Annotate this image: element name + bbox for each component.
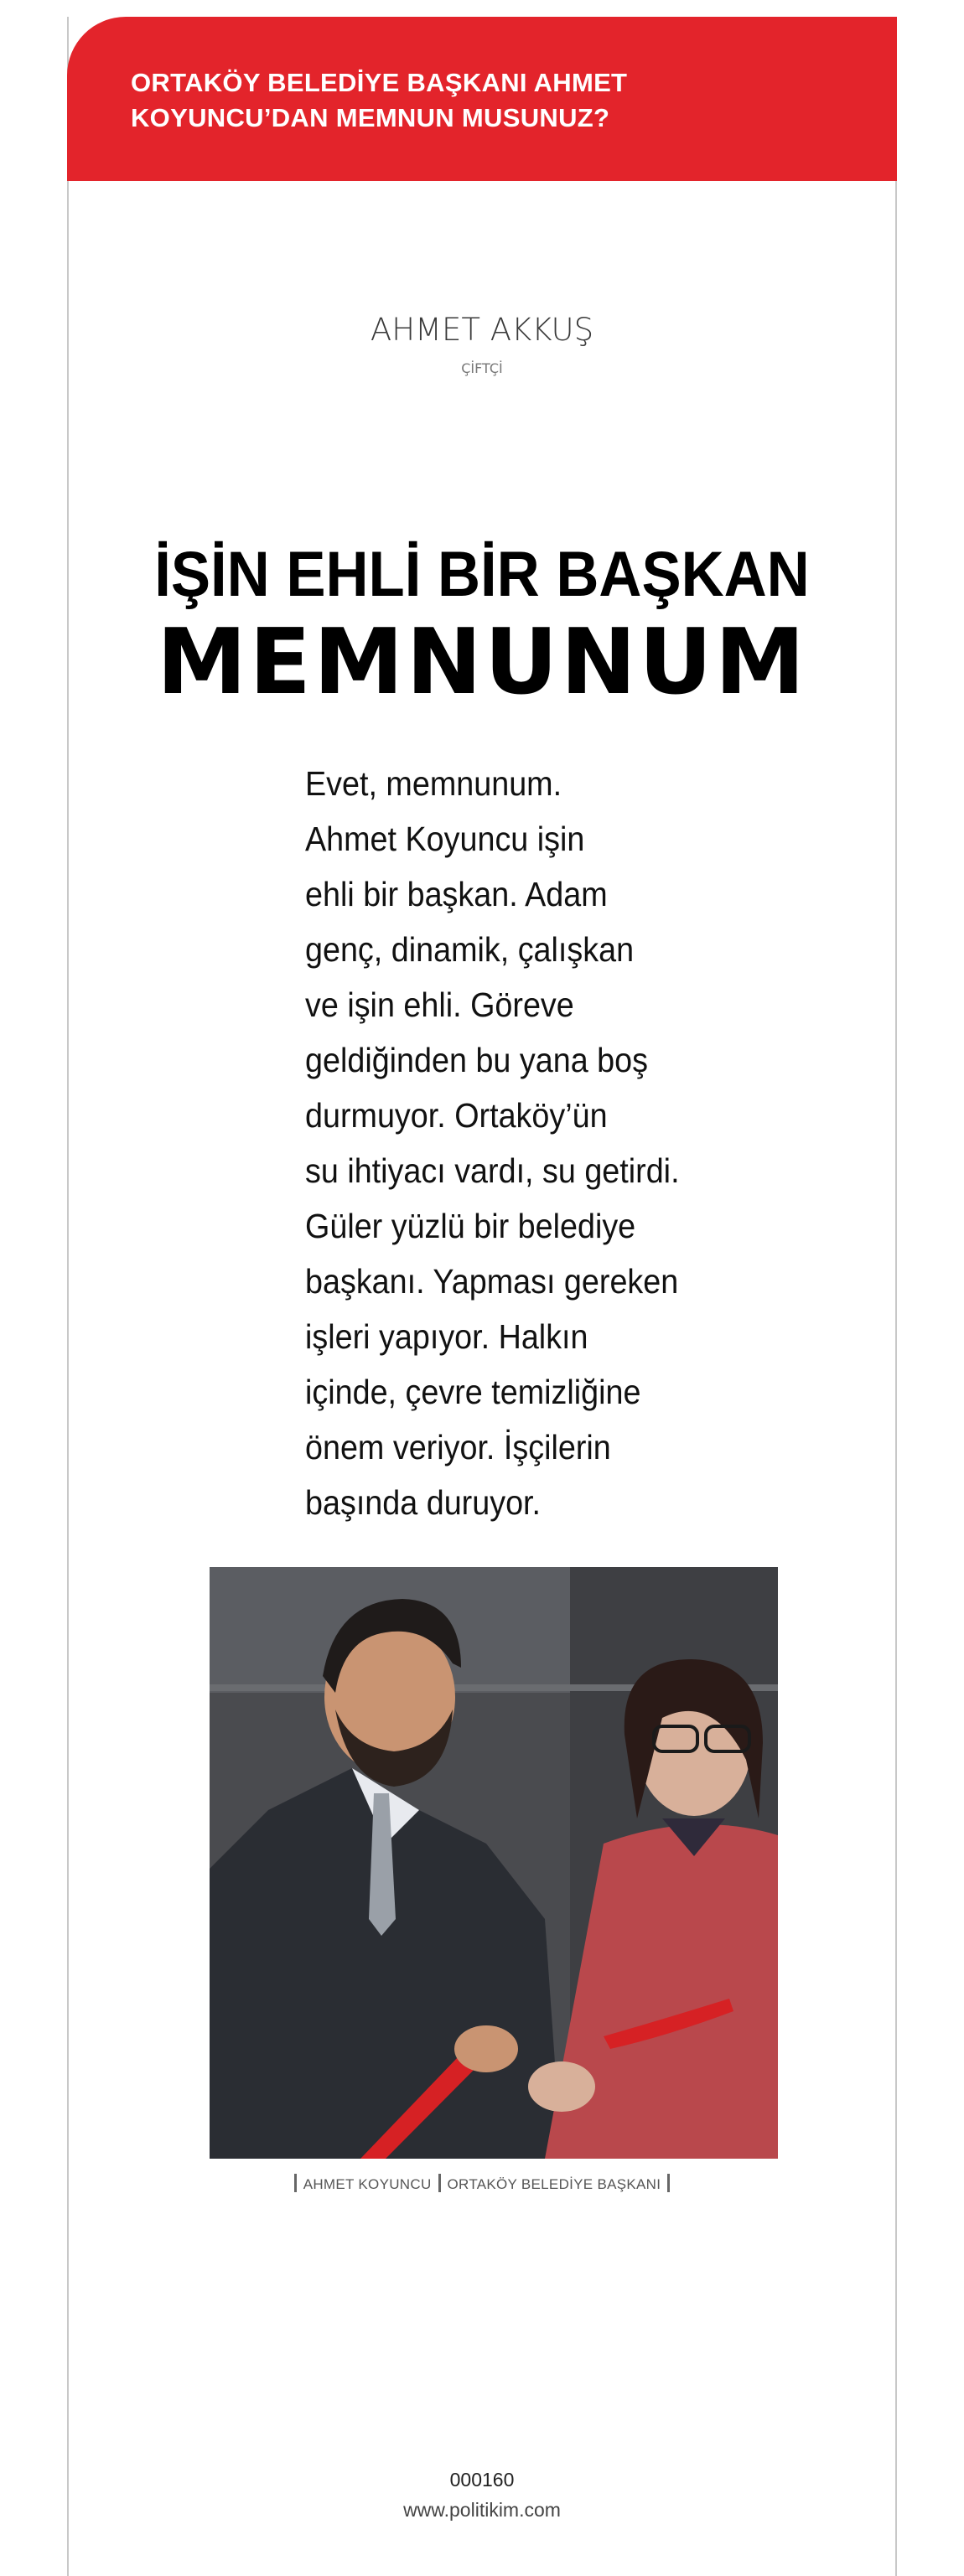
article-body	[305, 756, 706, 1530]
body-line: su ihtiyacı vardı, su getirdi.	[305, 1151, 680, 1190]
header-banner	[67, 17, 897, 181]
body-line: başkanı. Yapması gereken	[305, 1262, 679, 1301]
body-line: önem veriyor. İşçilerin	[305, 1428, 611, 1466]
body-line: Evet, memnunum.	[305, 764, 562, 803]
body-line: ehli bir başkan. Adam	[305, 875, 608, 913]
caption-divider	[667, 2174, 670, 2192]
body-line: Ahmet Koyuncu işin	[305, 820, 585, 858]
footer-url: www.politikim.com	[403, 2499, 561, 2521]
headline-line-2: MEMNUNUM	[156, 610, 808, 715]
photo-caption	[0, 2174, 964, 2193]
body-line: durmuyor. Ortaköy’ün	[305, 1096, 608, 1135]
headline-line-1: İŞİN EHLİ BİR BAŞKAN	[154, 539, 810, 610]
body-line: ve işin ehli. Göreve	[305, 985, 574, 1024]
caption-title: ORTAKÖY BELEDİYE BAŞKANI	[447, 2176, 661, 2192]
author-name: AHMET AKKUŞ	[370, 312, 594, 348]
footer-code: 000160	[449, 2469, 515, 2491]
body-line: başında duruyor.	[305, 1483, 542, 1522]
body-line: geldiğinden bu yana boş	[305, 1041, 648, 1079]
caption-divider	[438, 2174, 441, 2192]
ribbon-cutting-photo	[210, 1567, 778, 2159]
author-role: ÇİFTÇİ	[461, 360, 503, 376]
caption-name: AHMET KOYUNCU	[303, 2176, 432, 2192]
caption-divider	[294, 2174, 297, 2192]
body-line: Güler yüzlü bir belediye	[305, 1207, 636, 1245]
header-title: ORTAKÖY BELEDİYE BAŞKANI AHMET KOYUNCU’DAN MEMNUN MUSUNUZ?	[131, 68, 628, 132]
body-line: işleri yapıyor. Halkın	[305, 1317, 588, 1356]
body-line: içinde, çevre temizliğine	[305, 1373, 641, 1411]
body-line: genç, dinamik, çalışkan	[305, 930, 635, 969]
